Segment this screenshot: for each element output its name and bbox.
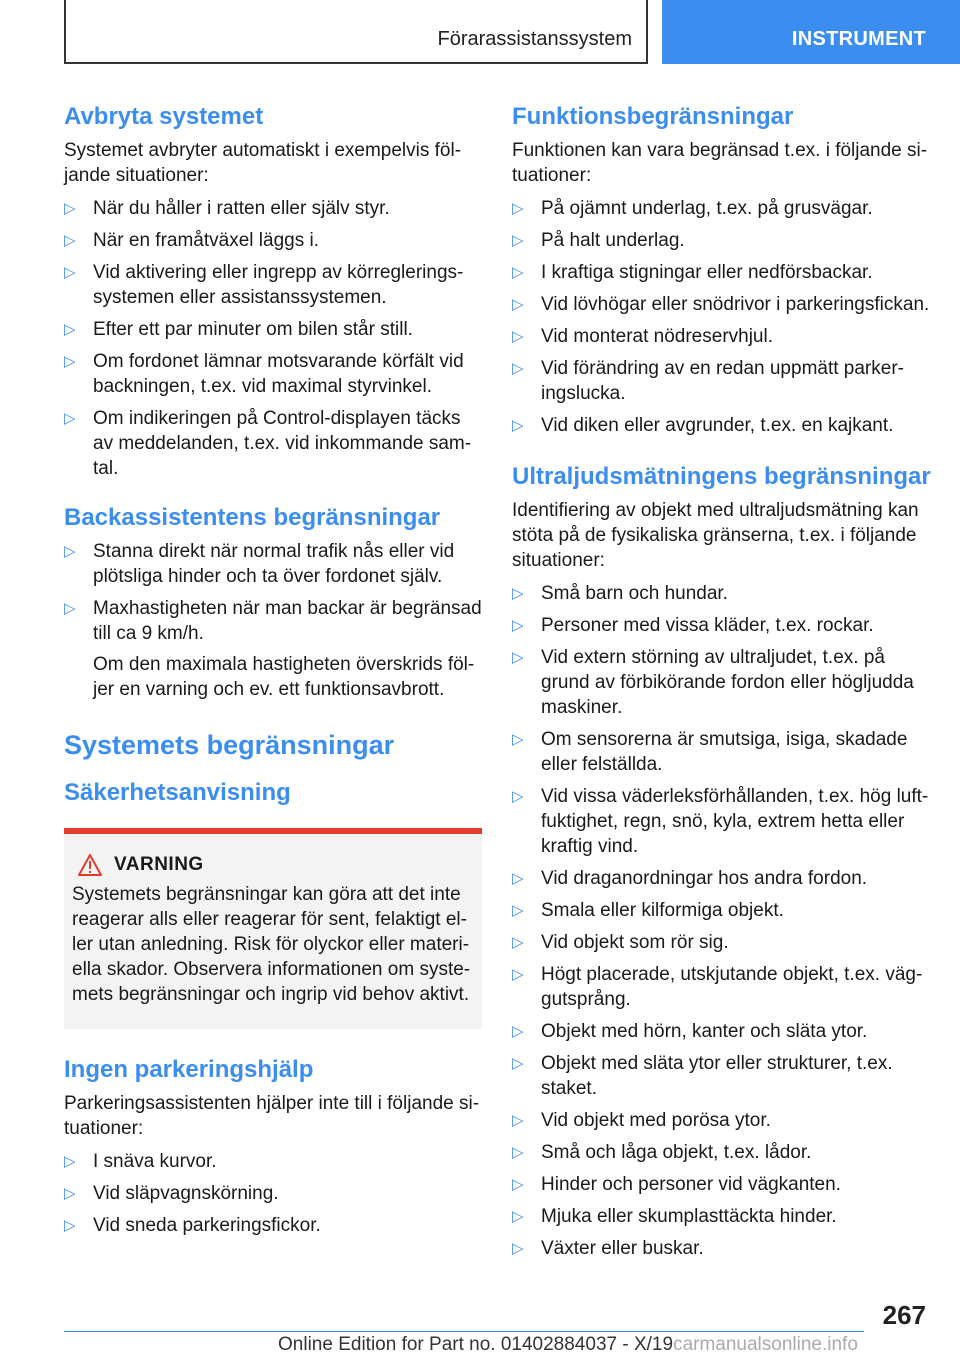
triangle-bullet-icon: ▷ [512,1112,524,1129]
warning-text: Systemets begränsningar kan göra att det inte reagerar alls eller reagerar för sent, felaktigt el-ler utan anledning. Risk för olyckor eller materi-ella skador. Observera informationen om syste-mets begränsningar och ingrip vid behov aktivt. [72,884,471,1005]
footer-edition [278,1334,858,1356]
system-limits-heading: Systemets begränsningar [64,730,395,760]
no-parking-list [64,1149,482,1238]
triangle-bullet-icon: ▷ [512,649,524,666]
list-item: ▷ Vid objekt med porösa ytor. [512,1110,771,1131]
list-item: ▷ Objekt med hörn, kanter och släta ytor. [512,1021,868,1042]
footer-divider [64,1331,864,1332]
ultrasound-intro: Identifiering av objekt med ultraljudsmätning kan stöta på de fysikaliska gränserna, t.ex. i följande situationer: [512,500,919,571]
triangle-bullet-icon: ▷ [512,232,524,249]
triangle-bullet-icon: ▷ [512,200,524,217]
triangle-bullet-icon: ▷ [512,417,524,434]
triangle-bullet-icon: ▷ [512,328,524,345]
triangle-bullet-icon: ▷ [512,870,524,887]
list-item: ▷ Högt placerade, utskjutande objekt, t.ex. väg-gutsprång. [512,964,923,1010]
list-item: ▷ Om indikeringen på Control-displayen täcks av meddelanden, t.ex. vid inkommande sam-tal. [64,408,472,479]
function-limits-heading: Funktionsbegränsningar [512,103,794,130]
list-item: ▷ På halt underlag. [512,230,685,251]
triangle-bullet-icon: ▷ [512,902,524,919]
list-item: ▷ Vid förändring av en redan uppmätt parker-ingslucka. [512,358,904,404]
list-item: ▷ Om sensorerna är smutsiga, isiga, skadade eller felställda. [512,729,908,775]
triangle-bullet-icon: ▷ [512,1144,524,1161]
triangle-bullet-icon: ▷ [64,1217,76,1234]
list-item: ▷ Om fordonet lämnar motsvarande körfält vid backningen, t.ex. vid maximal styrvinkel. [64,351,464,397]
header-section-title: Förarassistanssystem [437,28,632,50]
triangle-bullet-icon: ▷ [512,360,524,377]
list-item: ▷ Vid monterat nödreservhjul. [512,326,773,347]
list-item: ▷ När du håller i ratten eller själv styr. [64,198,390,219]
list-item: ▷ Vid aktivering eller ingrepp av körreglerings-systemen eller assistanssystemen. [64,262,464,308]
triangle-bullet-icon: ▷ [64,1185,76,1202]
left-column [64,100,482,1245]
triangle-bullet-icon: ▷ [512,1240,524,1257]
list-item: ▷ Personer med vissa kläder, t.ex. rockar. [512,615,874,636]
list-item: ▷ Efter ett par minuter om bilen står still. [64,319,413,340]
list-item: ▷ Objekt med släta ytor eller strukturer, t.ex. staket. [512,1053,893,1099]
function-limits-intro: Funktionen kan vara begränsad t.ex. i följande si-tuationer: [512,140,928,186]
list-item: ▷ Vid objekt som rör sig. [512,932,729,953]
cancel-intro: Systemet avbryter automatiskt i exempelvis föl-jande situationer: [64,140,462,186]
header-chapter-title: INSTRUMENT [791,28,926,50]
limits-sub-text: Om den maximala hastigheten överskrids föl-jer en varning och ev. ett funktionsavbrott. [93,654,475,700]
header-section-box [64,0,648,64]
right-column [512,100,932,1268]
triangle-bullet-icon: ▷ [512,934,524,951]
footer-watermark: carmanualsonline.info [673,1334,858,1355]
list-item: ▷ Vid vissa väderleksförhållanden, t.ex. hög luft-fuktighet, regn, snö, kyla, extrem hetta eller kraftig vind. [512,786,929,857]
triangle-bullet-icon: ▷ [64,321,76,338]
ultrasound-heading: Ultraljudsmätningens begränsningar [512,463,931,490]
list-item: ▷ I snäva kurvor. [64,1151,217,1172]
list-item: ▷ Vid diken eller avgrunder, t.ex. en kajkant. [512,415,894,436]
no-parking-heading: Ingen parkeringshjälp [64,1056,314,1083]
list-item: ▷ Växter eller buskar. [512,1238,704,1259]
list-item: ▷ På ojämnt underlag, t.ex. på grusvägar. [512,198,873,219]
triangle-bullet-icon: ▷ [64,410,76,427]
warning-triangle-icon [78,854,102,876]
list-item: ▷ Vid draganordningar hos andra fordon. [512,868,868,889]
triangle-bullet-icon: ▷ [64,1153,76,1170]
triangle-bullet-icon: ▷ [64,543,76,560]
warning-label: VARNING [114,854,204,875]
cancel-list [64,196,482,481]
cancel-heading: Avbryta systemet [64,103,264,130]
warning-box [64,828,482,1029]
list-item: ▷ När en framåtväxel läggs i. [64,230,319,251]
no-parking-intro: Parkeringsassistenten hjälper inte till i följande si-tuationer: [64,1093,480,1139]
triangle-bullet-icon: ▷ [512,1176,524,1193]
triangle-bullet-icon: ▷ [64,264,76,281]
list-item: ▷ Hinder och personer vid vägkanten. [512,1174,841,1195]
triangle-bullet-icon: ▷ [512,1208,524,1225]
page-number: 267 [882,1300,926,1330]
warning-header [72,854,472,876]
triangle-bullet-icon: ▷ [512,585,524,602]
footer-edition-text: Online Edition for Part no. 01402884037 - X/19 [278,1334,674,1355]
list-item: ▷ Maxhastigheten när man backar är begränsad till ca 9 km/h. [64,598,482,644]
list-item: ▷ Smala eller kilformiga objekt. [512,900,784,921]
limits-heading: Backassistentens begränsningar [64,504,441,531]
limits-list [64,539,482,646]
list-item: ▷ Stanna direkt när normal trafik nås eller vid plötsliga hinder och ta över fordonet själv. [64,541,455,587]
list-item: ▷ Mjuka eller skumplasttäckta hinder. [512,1206,837,1227]
list-item: ▷ Små och låga objekt, t.ex. lådor. [512,1142,812,1163]
triangle-bullet-icon: ▷ [512,966,524,983]
triangle-bullet-icon: ▷ [64,232,76,249]
function-limits-list [512,196,932,438]
list-item: ▷ Vid lövhögar eller snödrivor i parkeringsfickan. [512,294,930,315]
triangle-bullet-icon: ▷ [512,788,524,805]
ultrasound-list [512,581,932,1261]
triangle-bullet-icon: ▷ [512,1023,524,1040]
triangle-bullet-icon: ▷ [512,731,524,748]
list-item: ▷ Vid extern störning av ultraljudet, t.ex. på grund av förbikörande fordon eller högljudda maskiner. [512,647,914,718]
safety-heading: Säkerhetsanvisning [64,779,291,806]
list-item: ▷ Vid släpvagnskörning. [64,1183,279,1204]
list-item: ▷ I kraftiga stigningar eller nedförsbackar. [512,262,873,283]
triangle-bullet-icon: ▷ [64,600,76,617]
triangle-bullet-icon: ▷ [512,1055,524,1072]
triangle-bullet-icon: ▷ [64,353,76,370]
triangle-bullet-icon: ▷ [64,200,76,217]
triangle-bullet-icon: ▷ [512,617,524,634]
triangle-bullet-icon: ▷ [512,264,524,281]
header-chapter-tab[interactable] [662,0,960,64]
triangle-bullet-icon: ▷ [512,296,524,313]
list-item: ▷ Små barn och hundar. [512,583,728,604]
list-item: ▷ Vid sneda parkeringsfickor. [64,1215,321,1236]
